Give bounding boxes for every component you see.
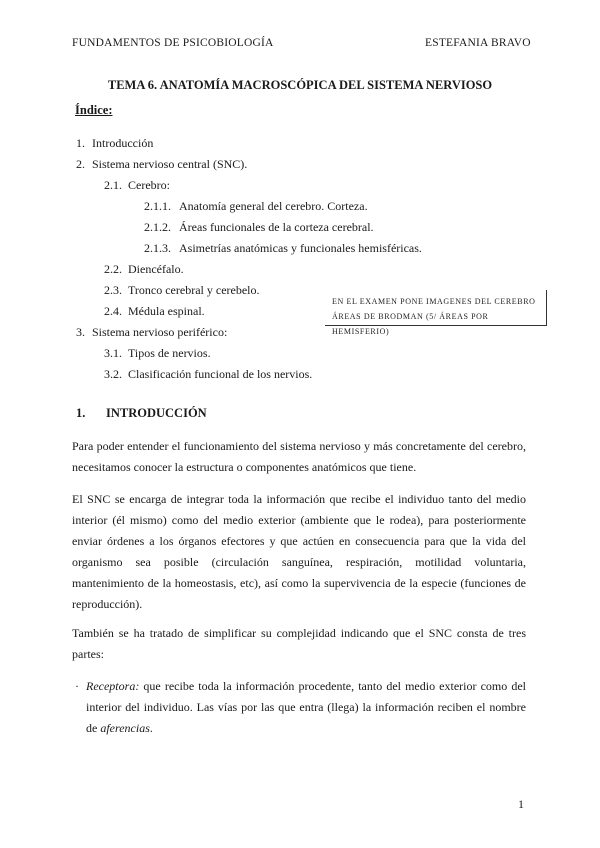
exam-note-line-2: ÁREAS DE BRODMAN (5/ ÁREAS POR HEMISFERIO): [332, 312, 489, 336]
toc-item-1: 1. Introducción: [76, 136, 154, 150]
toc-item-2-2: 2.2. Diencéfalo.: [104, 262, 184, 276]
paragraph-3: También se ha tratado de simplificar su complejidad indicando que el SNC consta de tres partes:: [72, 626, 526, 661]
toc-item-2: 2. Sistema nervioso central (SNC).: [76, 157, 248, 171]
toc-item-2-3: 2.3. Tronco cerebral y cerebelo.: [104, 283, 260, 297]
list-item-receptora: · Receptora: que recibe toda la información procedente, tanto del medio exterior como del interior del individuo. Las vías por las que entra (llega) la información reciben el nombre de aferencias.: [75, 676, 526, 739]
toc-item-2-1-2: 2.1.2. Áreas funcionales de la corteza cerebral.: [144, 220, 374, 234]
toc-item-2-1-1: 2.1.1. Anatomía general del cerebro. Corteza.: [144, 199, 368, 213]
section-heading: 1. INTRODUCCIÓN: [76, 406, 207, 420]
document-title: TEMA 6. ANATOMÍA MACROSCÓPICA DEL SISTEMA NERVIOSO: [107, 78, 493, 92]
toc-item-2-4: 2.4. Médula espinal.: [104, 304, 205, 318]
toc-item-2-1: 2.1. Cerebro:: [104, 178, 170, 192]
toc-item-3: 3. Sistema nervioso periférico:: [76, 325, 228, 339]
term-aferencias: aferencias: [100, 721, 150, 735]
toc-item-3-2: 3.2. Clasificación funcional de los nervios.: [104, 367, 313, 381]
header-left: FUNDAMENTOS DE PSICOBIOLOGÍA: [72, 37, 274, 49]
toc-item-3-1: 3.1. Tipos de nervios.: [104, 346, 211, 360]
header-right: ESTEFANIA BRAVO: [425, 37, 531, 49]
toc-item-2-1-3: 2.1.3. Asimetrías anatómicas y funcionales hemisféricas.: [144, 241, 422, 255]
paragraph-1: Para poder entender el funcionamiento del sistema nervioso y más concretamente del cerebro, necesitamos conocer la estructura o componentes anatómicos que tiene.: [72, 439, 526, 474]
term-receptora: Receptora:: [86, 679, 140, 693]
exam-note-line-1: EN EL EXAMEN PONE IMAGENES DEL CEREBRO: [332, 297, 536, 306]
index-label: Índice:: [75, 103, 113, 117]
paragraph-2: El SNC se encarga de integrar toda la información que recibe el individuo tanto del medio interior (él mismo) como del medio exterior (ambiente que le rodea), para posteriormente enviar órdenes a los órganos efectores y que actúen en consecuencia para que la vida del organismo sea posible (circulación sanguínea, respiración, motilidad voluntaria, mantenimiento de la homeostasis, etc), así como la supervivencia de la especie (funciones de reproducción).: [72, 492, 526, 611]
exam-note-box: [325, 290, 547, 336]
page-number: 1: [518, 797, 524, 811]
bullet-marker: ·: [75, 679, 79, 693]
